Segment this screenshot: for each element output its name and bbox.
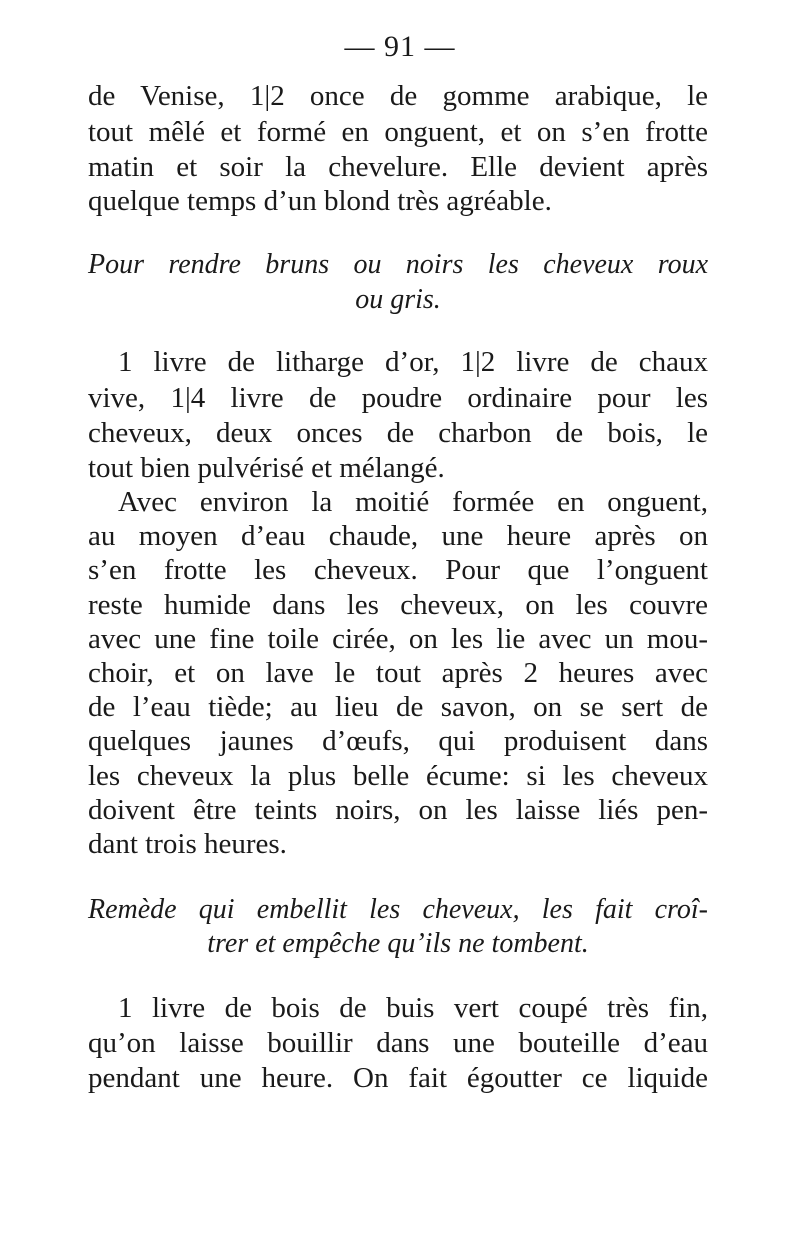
para3-line-3: s’en frotte les cheveux. Pour que l’onguent	[88, 554, 708, 586]
para4-line-2: qu’on laisse bouillir dans une bouteille d’eau	[88, 1027, 708, 1059]
para3-line-1: Avec environ la moitié formée en onguent,	[118, 486, 708, 518]
para1-line-4: quelque temps d’un blond très agréable.	[88, 185, 552, 217]
para3-line-11: dant trois heures.	[88, 828, 287, 860]
para1-line-2: tout mêlé et formé en onguent, et on s’en frotte	[88, 116, 708, 148]
heading2-line-1: Remède qui embellit les cheveux, les fait croî-	[88, 894, 708, 925]
para3-line-4: reste humide dans les cheveux, on les couvre	[88, 589, 708, 621]
para3-line-6: choir, et on lave le tout après 2 heures avec	[88, 657, 708, 689]
para3-line-10: doivent être teints noirs, on les laisse liés pen-	[88, 794, 708, 826]
para3-line-9: les cheveux la plus belle écume: si les cheveux	[88, 760, 708, 792]
para4-line-1: 1 livre de bois de buis vert coupé très fin,	[118, 992, 708, 1024]
heading1-line-2: ou gris.	[355, 284, 441, 315]
para2-line-1: 1 livre de litharge d’or, 1|2 livre de chaux	[118, 346, 708, 378]
para2-line-4: tout bien pulvérisé et mélangé.	[88, 452, 445, 484]
para3-line-5: avec une fine toile cirée, on les lie avec un mou-	[88, 623, 708, 655]
para2-line-2: vive, 1|4 livre de poudre ordinaire pour les	[88, 382, 708, 414]
para3-line-8: quelques jaunes d’œufs, qui produisent dans	[88, 725, 708, 757]
heading2-line-2: trer et empêche qu’ils ne tombent.	[207, 928, 589, 959]
para4-line-3: pendant une heure. On fait égoutter ce liquide	[88, 1062, 708, 1094]
heading1-line-1: Pour rendre bruns ou noirs les cheveux roux	[88, 249, 708, 280]
para1-line-1: de Venise, 1|2 once de gomme arabique, le	[88, 80, 708, 112]
para1-line-3: matin et soir la chevelure. Elle devient après	[88, 151, 708, 183]
para2-line-3: cheveux, deux onces de charbon de bois, le	[88, 417, 708, 449]
para3-line-2: au moyen d’eau chaude, une heure après on	[88, 520, 708, 552]
para3-line-7: de l’eau tiède; au lieu de savon, on se sert de	[88, 691, 708, 723]
page-number: — 91 —	[344, 30, 456, 63]
